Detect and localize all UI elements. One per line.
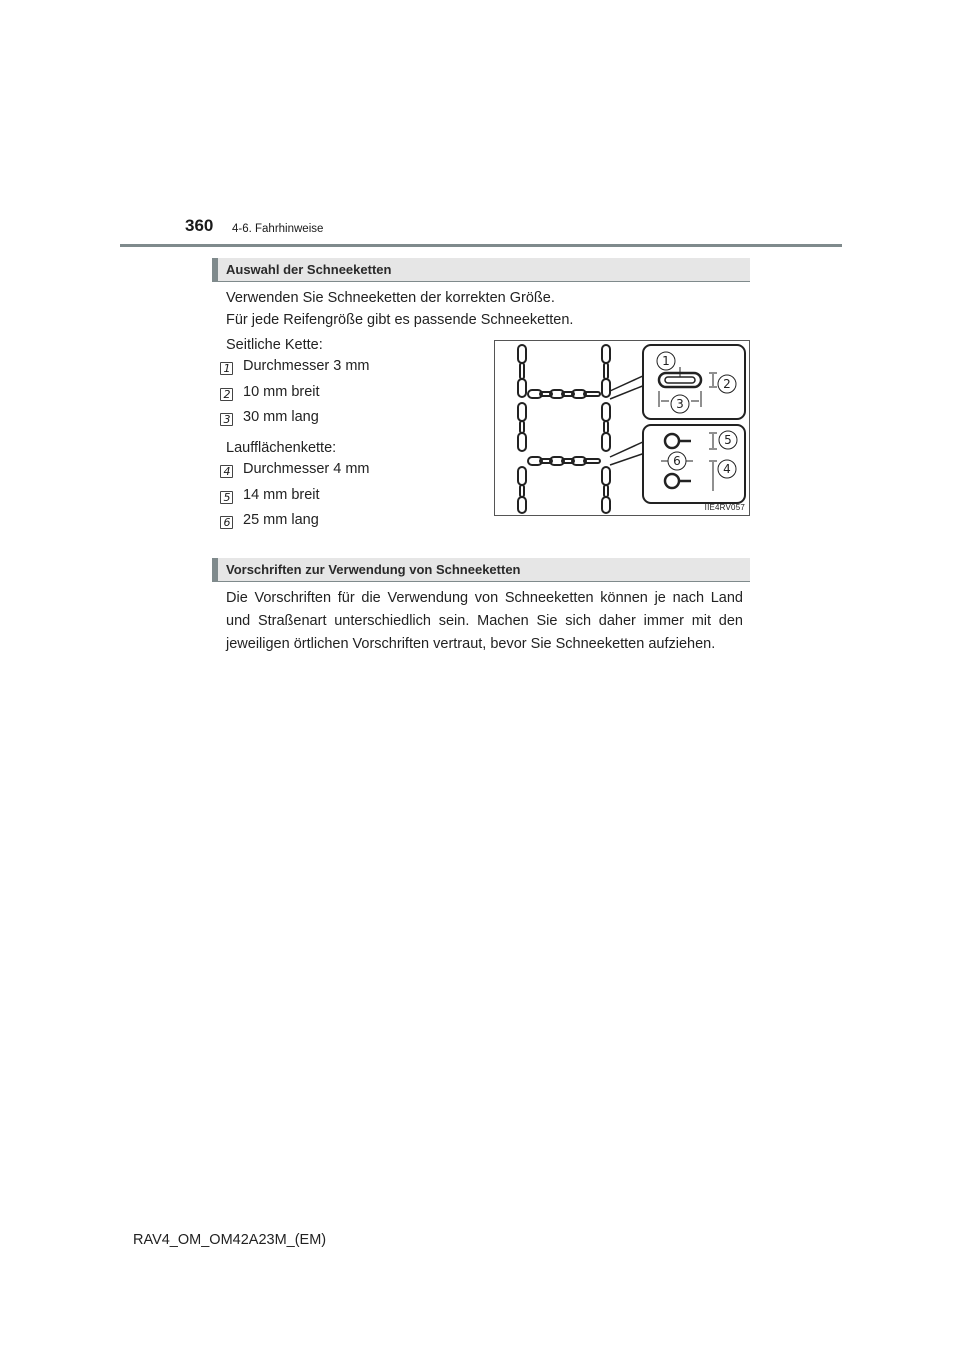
figure-callout-2: 2 bbox=[723, 377, 731, 391]
item-number-4: 4 bbox=[220, 465, 234, 479]
figure-callout-3: 3 bbox=[676, 397, 684, 411]
header-divider bbox=[120, 244, 842, 247]
chain-diagram bbox=[495, 341, 749, 515]
section-title: 4-6. Fahrhinweise bbox=[232, 223, 324, 235]
page-number: 360 bbox=[185, 216, 214, 235]
item-text-5: 14 mm breit bbox=[243, 487, 320, 503]
figure-callout-6: 6 bbox=[673, 454, 681, 468]
selection-heading: Auswahl der Schneeketten bbox=[226, 262, 392, 277]
snow-chain-illustration bbox=[494, 340, 750, 516]
item-text-6: 25 mm lang bbox=[243, 512, 319, 528]
item-number-6: 6 bbox=[220, 516, 234, 530]
side-chain-label: Seitliche Kette: bbox=[226, 337, 323, 353]
item-number-1: 1 bbox=[220, 362, 234, 376]
regulations-heading: Vorschriften zur Verwendung von Schneeketten bbox=[226, 562, 521, 577]
intro-line-1: Verwenden Sie Schneeketten der korrekten Größe. bbox=[226, 290, 555, 306]
item-text-2: 10 mm breit bbox=[243, 384, 320, 400]
figure-callout-5: 5 bbox=[724, 433, 732, 447]
figure-callout-1: 1 bbox=[662, 354, 670, 368]
item-text-4: Durchmesser 4 mm bbox=[243, 461, 370, 477]
figure-code: IIE4RV057 bbox=[704, 503, 745, 512]
tread-chain-label: Laufflächenkette: bbox=[226, 440, 337, 456]
footer-code: RAV4_OM_OM42A23M_(EM) bbox=[133, 1232, 327, 1248]
regulations-paragraph: Die Vorschriften für die Verwendung von Schneeketten können je nach Land und Straßenart unterschiedlich sein. Machen Sie sich daher immer mit den jeweiligen örtlichen Vorschriften vertraut, bevor Sie Schneeketten aufziehen. bbox=[226, 590, 743, 652]
selection-heading-bar bbox=[212, 258, 750, 282]
regulations-heading-bar bbox=[212, 558, 750, 582]
figure-callout-4: 4 bbox=[723, 462, 731, 476]
intro-line-2: Für jede Reifengröße gibt es passende Schneeketten. bbox=[226, 312, 574, 328]
item-text-1: Durchmesser 3 mm bbox=[243, 358, 370, 374]
item-number-5: 5 bbox=[220, 491, 234, 505]
item-text-3: 30 mm lang bbox=[243, 409, 319, 425]
item-number-2: 2 bbox=[220, 388, 234, 402]
item-number-3: 3 bbox=[220, 413, 234, 427]
